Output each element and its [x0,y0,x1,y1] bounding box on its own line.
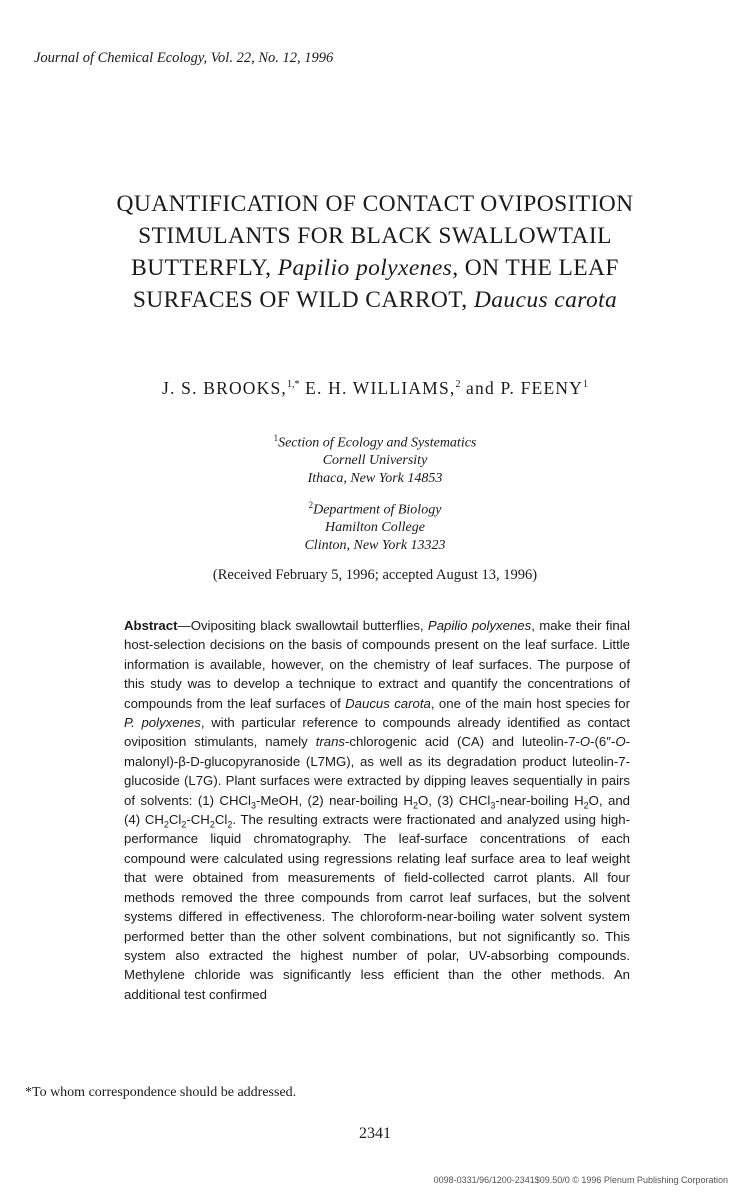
author-feeny: P. FEENY [500,378,584,398]
affiliation-1-line-2: Cornell University [322,453,428,469]
title-line-4: SURFACES OF WILD CARROT, Daucus carota [132,287,618,313]
article-title [50,188,700,316]
correspondence-footnote: *To whom correspondence should be addressed. [25,1085,297,1100]
affiliation-1-line-3: Ithaca, New York 14853 [307,470,443,486]
author-williams: E. H. WILLIAMS, [305,378,456,398]
received-dates: (Received February 5, 1996; accepted August 13, 1996) [212,567,538,583]
affiliation-1-line-1: $^1$Section of Ecology and Systematics [273,433,477,451]
abstract: Abstract—Ovipositing black swallowtail butterflies, Papilio polyxenes, make their final host-selection decisions on the basis of compounds present on the leaf surface. Little information is available, however, on the chemistry of leaf surfaces. The purpose of this study was to develop a technique to extract and quantify the concentrations of compounds from the leaf surfaces of Daucus carota, one of the main host species for P. polyxenes, with particular reference to compounds already identified as contact oviposition stimulants, namely trans-chlorogenic acid (CA) and luteolin-7-O-(6″-O-malonyl)-β-D-glucopyranoside (L7MG), as well as its degradation product luteolin-7-glucoside (L7G). Plant surfaces were extracted by dipping leaves sequentially in pairs of solvents: (1) CHCl$_3$-MeOH, (2) near-boiling $H_2O$, (3) CHCl$_3$-near-boiling $H_2O$, and (4) $CH_2Cl_2-CH_2Cl_2$. The resulting extracts were fractionated and analyzed using high-performance liquid chromatography. The leaf-surface concentrations of each compound were calculated using regressions relating leaf surface area to leaf weight that were obtained from measurements of field-collected carrot plants. All four methods removed the three compounds from carrot leaf surfaces, but the solvent systems differed in effectiveness. The chloroform-near-boiling water solvent system performed better than the other solvent combinations, but not significantly so. This system also extracted the highest number of polar, UV-absorbing compounds. Methylene chloride was significantly less efficient than the other methods. An additional test confirmed [124,618,630,1002]
author-williams-affil: 2 [455,379,461,391]
abstract-label: Abstract [124,618,178,633]
species-name-daucus: Daucus carota [473,287,618,313]
title-line-3: BUTTERFLY, Papilio polyxenes, ON THE LEAF [131,255,619,281]
journal-header: Journal of Chemical Ecology, Vol. 22, No. 12, 1996 [34,50,334,66]
author-feeny-affil: 1 [583,379,589,391]
affiliation-2-line-2: Hamilton College [325,520,425,536]
affiliations [0,430,750,554]
title-line-1: QUANTIFICATION OF CONTACT OVIPOSITION [116,191,634,217]
title-line-2: STIMULANTS FOR BLACK SWALLOWTAIL [138,223,612,249]
species-name-papilio: Papilio polyxenes [277,255,453,281]
publisher-imprint: 0098-0331/96/1200-2341$09.50/0 © 1996 Plenum Publishing Corporation [433,1175,728,1185]
author-list [0,378,750,399]
author-brooks: J. S. BROOKS, [161,378,287,398]
page-number: 2341 [359,1125,391,1142]
author-conjunction: and [466,378,495,398]
affiliation-2-line-3: Clinton, New York 13323 [304,537,446,553]
affiliation-2-line-1: $^2$Department of Biology [308,500,442,518]
author-brooks-affil: 1,* [287,379,300,391]
